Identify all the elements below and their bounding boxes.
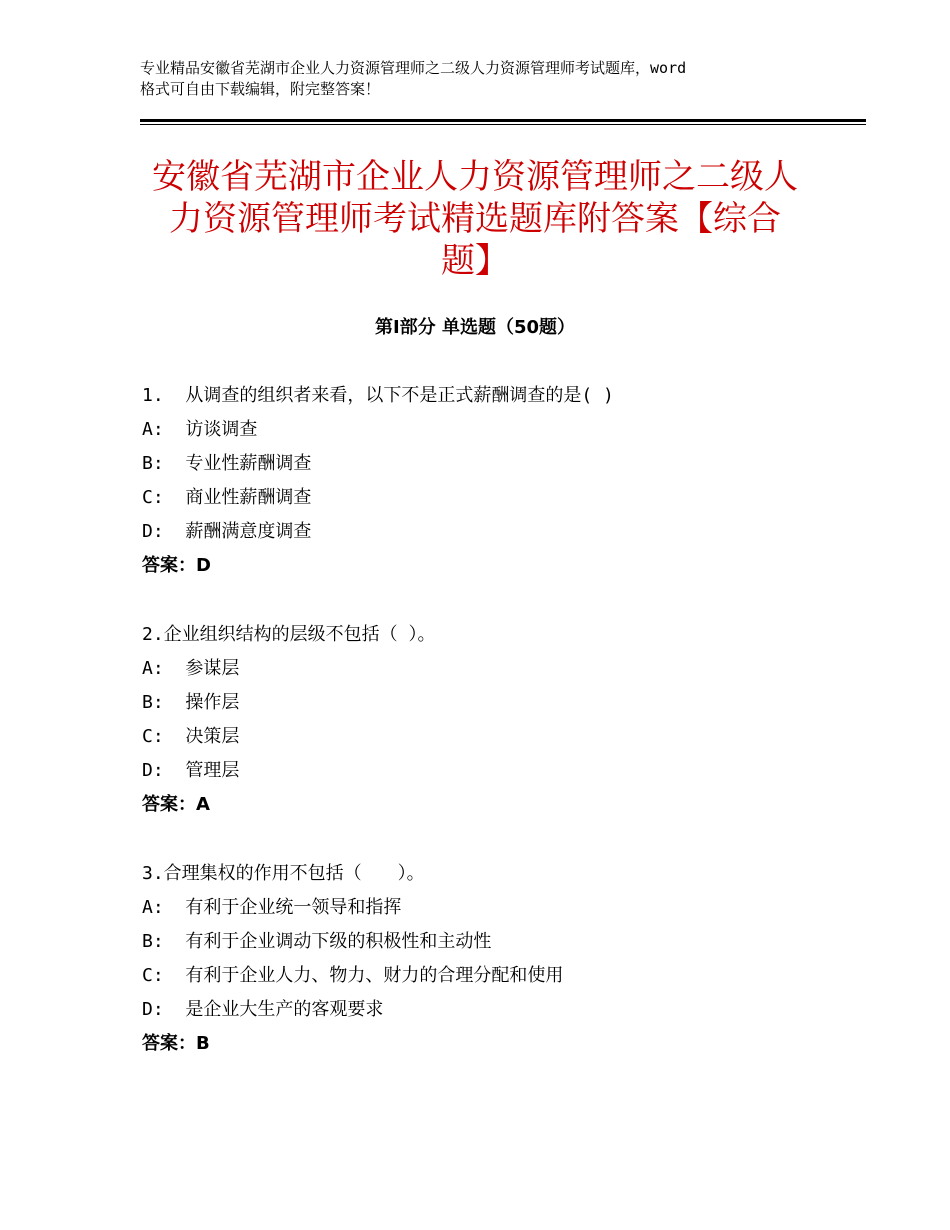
- document-title-line-1: 安徽省芜湖市企业人力资源管理师之二级人: [152, 157, 798, 197]
- option-c: C: 有利于企业人力、物力、财力的合理分配和使用: [142, 965, 564, 986]
- option-c: C: 决策层: [142, 726, 240, 747]
- header-rule-thin: [140, 124, 866, 125]
- document-title: [140, 156, 810, 282]
- header-rule-thick: [140, 119, 866, 122]
- option-a: A: 参谋层: [142, 658, 240, 679]
- question-1: [142, 379, 842, 583]
- option-a: A: 访谈调查: [142, 419, 258, 440]
- header-note-line-2: 格式可自由下载编辑，附完整答案！: [140, 80, 381, 98]
- question-stem: 2.企业组织结构的层级不包括（ ）。: [142, 624, 436, 645]
- question-2: [142, 618, 842, 822]
- option-d: D: 管理层: [142, 760, 240, 781]
- question-stem: 3.合理集权的作用不包括（ ）。: [142, 863, 425, 884]
- document-title-line-2: 力资源管理师考试精选题库附答案【综合: [169, 199, 781, 239]
- option-d: D: 是企业大生产的客观要求: [142, 999, 384, 1020]
- document-title-line-3: 题】: [441, 241, 509, 281]
- question-3: [142, 857, 842, 1061]
- option-b: B: 操作层: [142, 692, 240, 713]
- answer-key: 答案：A: [142, 794, 210, 815]
- option-d: D: 薪酬满意度调查: [142, 521, 312, 542]
- option-c: C: 商业性薪酬调查: [142, 487, 312, 508]
- question-stem: 1. 从调查的组织者来看，以下不是正式薪酬调查的是( ): [142, 385, 614, 406]
- option-a: A: 有利于企业统一领导和指挥: [142, 897, 402, 918]
- answer-key: 答案：D: [142, 555, 211, 576]
- section-heading: 第Ⅰ部分 单选题（50题）: [374, 317, 575, 338]
- header-note-line-1: 专业精品安徽省芜湖市企业人力资源管理师之二级人力资源管理师考试题库，word: [140, 59, 687, 77]
- option-b: B: 有利于企业调动下级的积极性和主动性: [142, 931, 492, 952]
- option-b: B: 专业性薪酬调查: [142, 453, 312, 474]
- answer-key: 答案：B: [142, 1033, 210, 1054]
- header-note: [140, 58, 840, 100]
